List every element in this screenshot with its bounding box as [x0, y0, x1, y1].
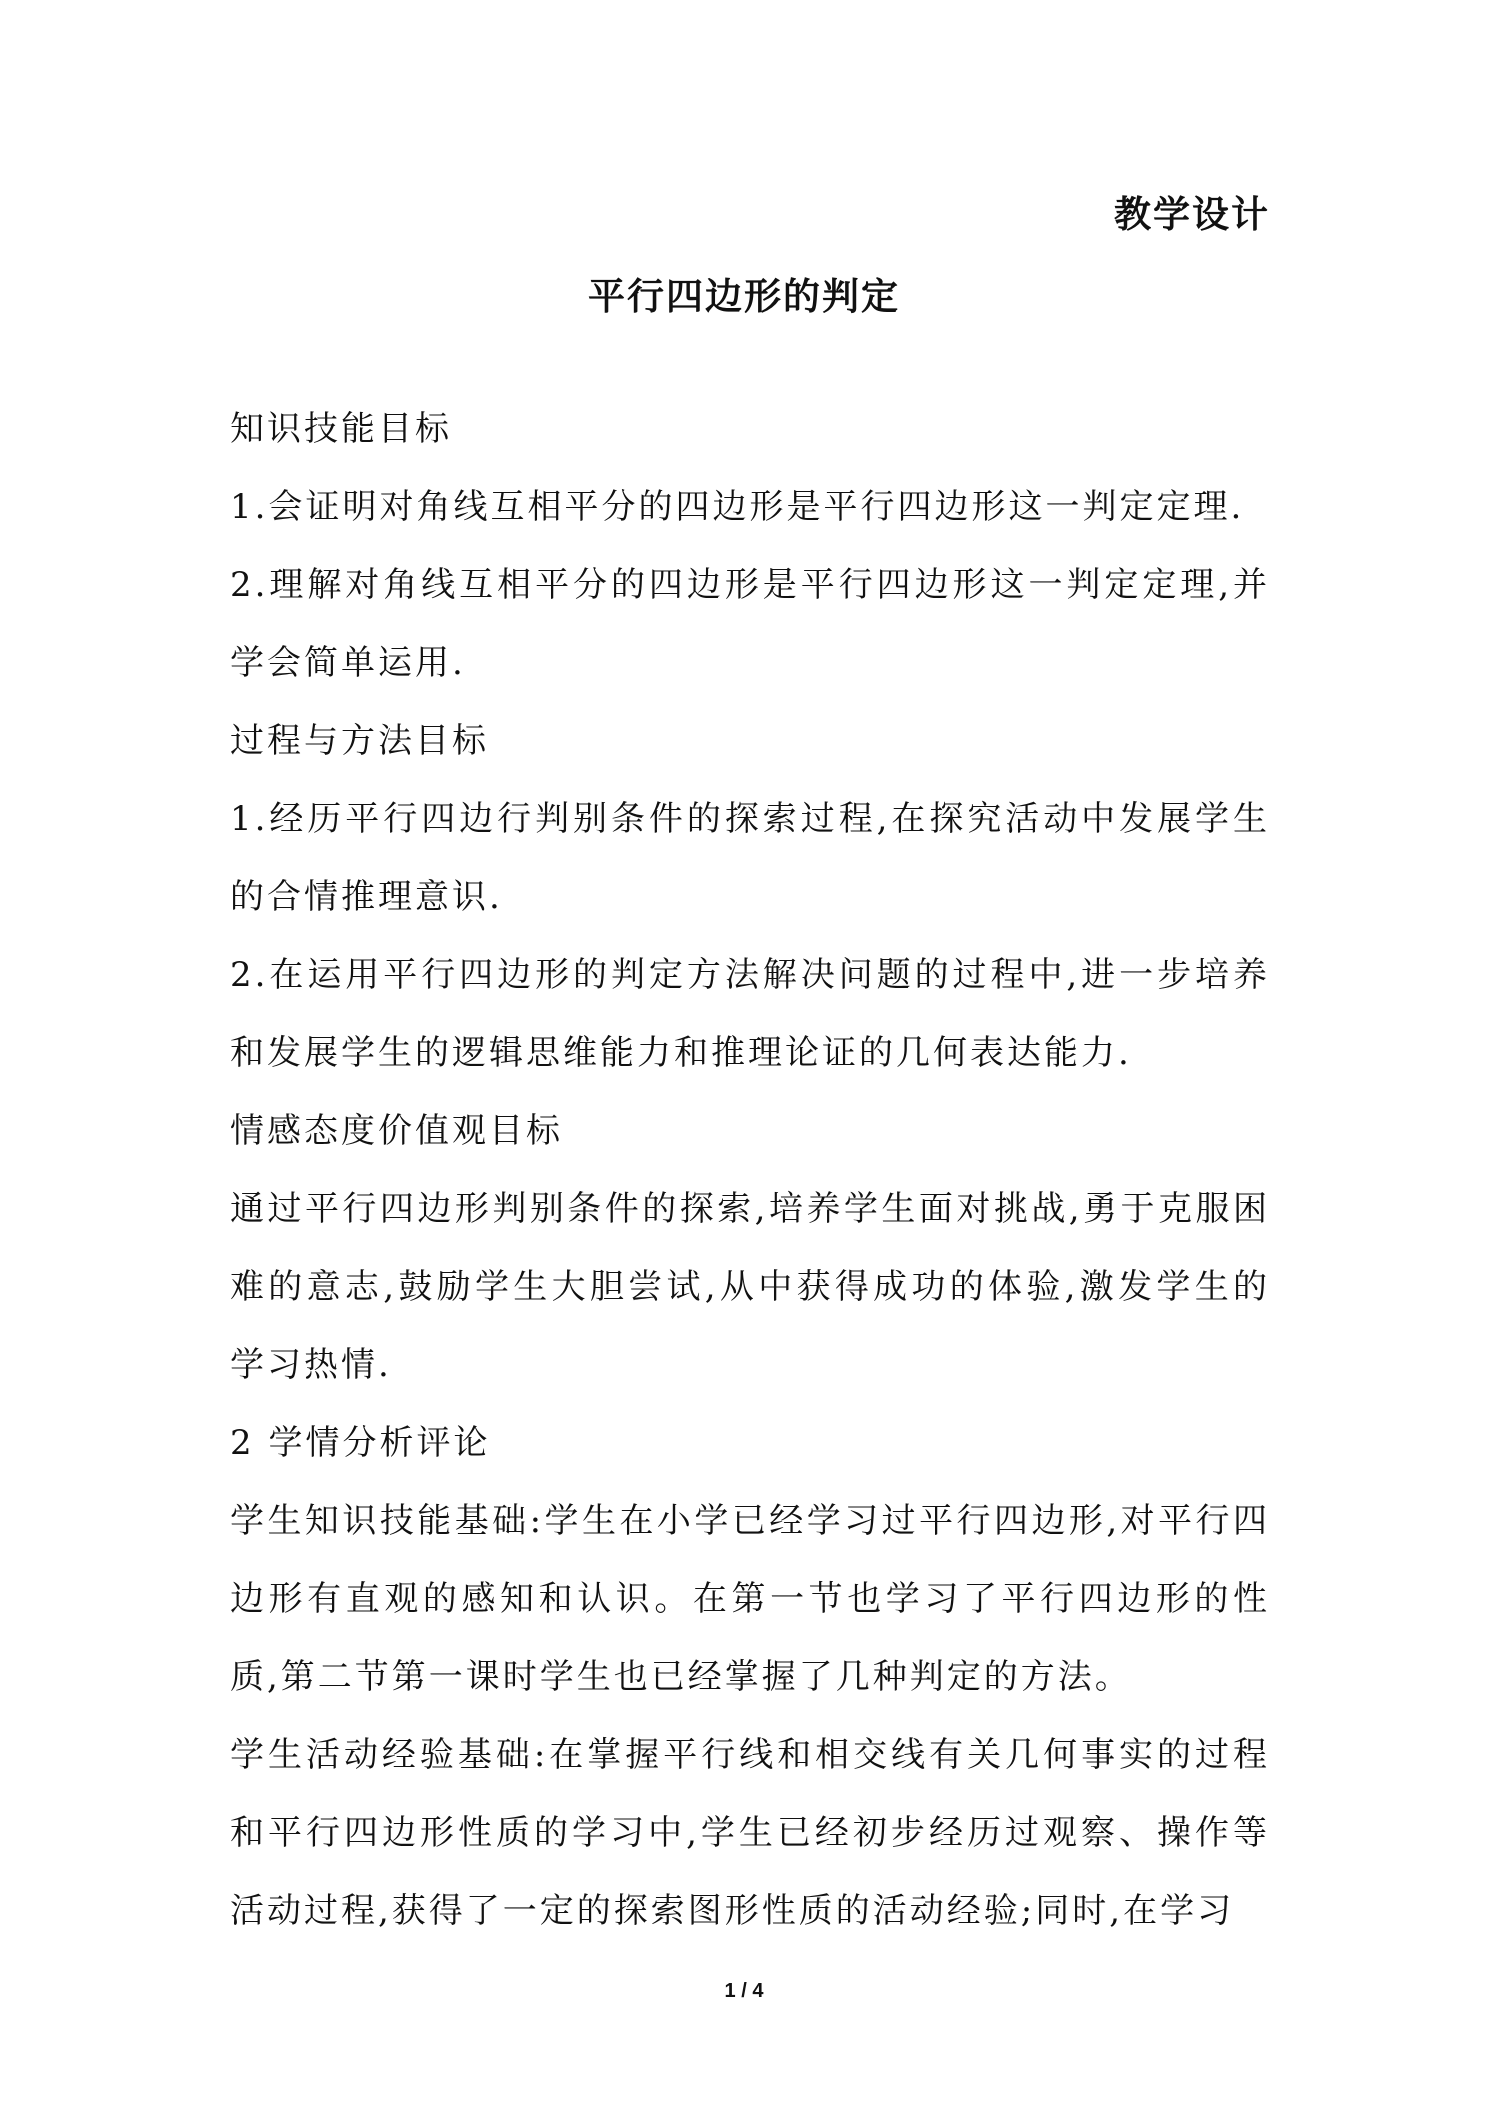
section-heading-process-goals: 过程与方法目标	[230, 721, 489, 761]
paragraph: 学生活动经验基础:在掌握平行线和相交线有关几何事实的过程和平行四边形性质的学习中,学生已经初步经历过观察、操作等活动过程,获得了一定的探索图形性质的活动经验;同时,在学习	[230, 1735, 1270, 1931]
paragraph: 2.在运用平行四边形的判定方法解决问题的过程中,进一步培养和发展学生的逻辑思维能力和推理论证的几何表达能力.	[230, 955, 1270, 1073]
section-heading-emotion-goals: 情感态度价值观目标	[230, 1111, 563, 1151]
document-body	[230, 390, 1270, 1950]
page-number: 1 / 4	[724, 1980, 764, 2002]
section-heading-learner-analysis: 2 学情分析评论	[230, 1423, 491, 1463]
paragraph: 1.会证明对角线互相平分的四边形是平行四边形这一判定定理.	[230, 487, 1245, 527]
paragraph: 2.理解对角线互相平分的四边形是平行四边形这一判定定理,并学会简单运用.	[230, 565, 1270, 683]
paragraph: 学生知识技能基础:学生在小学已经学习过平行四边形,对平行四边形有直观的感知和认识。在第一节也学习了平行四边形的性质,第二节第一课时学生也已经掌握了几种判定的方法。	[230, 1501, 1270, 1697]
section-heading-knowledge-goals: 知识技能目标	[230, 409, 452, 449]
document-type-heading: 教学设计	[1114, 193, 1270, 236]
paragraph: 1.经历平行四边行判别条件的探索过程,在探究活动中发展学生的合情推理意识.	[230, 799, 1270, 917]
paragraph: 通过平行四边形判别条件的探索,培养学生面对挑战,勇于克服困难的意志,鼓励学生大胆尝试,从中获得成功的体验,激发学生的学习热情.	[230, 1189, 1270, 1385]
document-title: 平行四边形的判定	[588, 275, 900, 318]
